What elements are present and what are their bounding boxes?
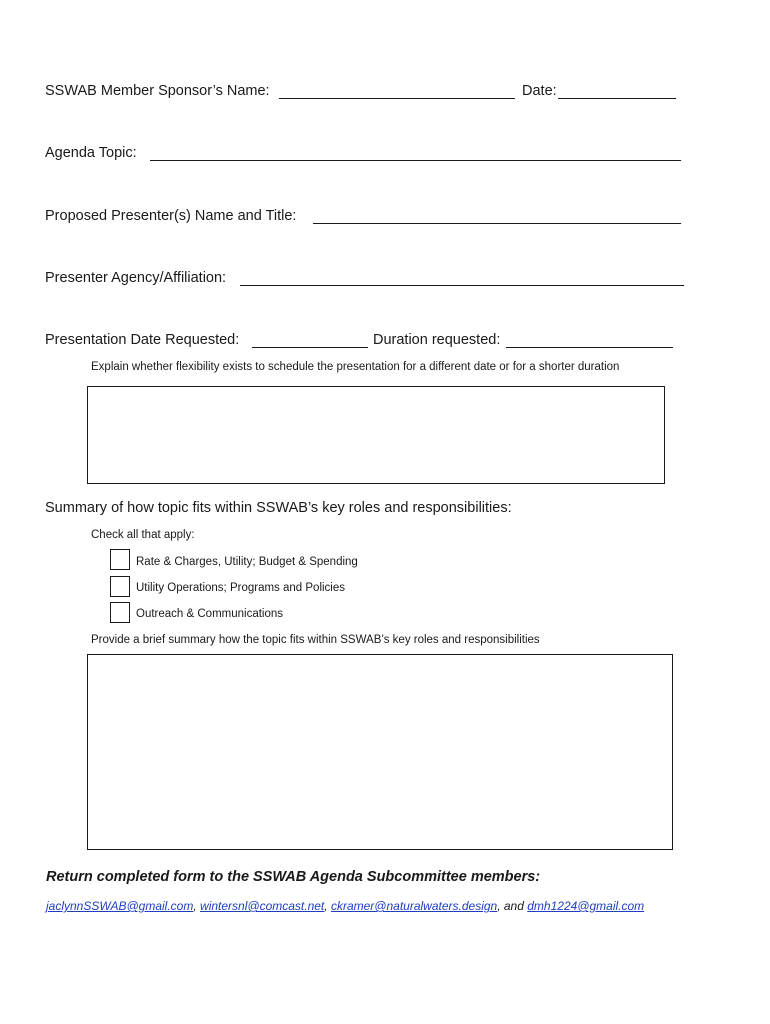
- agency-field[interactable]: [240, 285, 684, 286]
- presenter-label: Proposed Presenter(s) Name and Title:: [45, 208, 297, 224]
- agency-label: Presenter Agency/Affiliation:: [45, 270, 227, 286]
- email-link-ckramer[interactable]: ckramer@naturalwaters.design: [330, 899, 498, 913]
- checkbox-outreach-label: Outreach & Communications: [136, 608, 284, 620]
- checkbox-outreach[interactable]: [110, 602, 130, 623]
- sponsor-name-label: SSWAB Member Sponsor’s Name:: [45, 83, 270, 99]
- summary-textbox[interactable]: [87, 654, 673, 850]
- presentation-date-label: Presentation Date Requested:: [45, 332, 240, 348]
- duration-label: Duration requested:: [373, 332, 501, 348]
- check-all-label: Check all that apply:: [91, 529, 195, 541]
- presenter-field[interactable]: [313, 223, 681, 224]
- email-separator: ,: [193, 899, 197, 913]
- email-separator: ,: [324, 899, 328, 913]
- email-link-jaclynn[interactable]: jaclynnSSWAB@gmail.com: [46, 899, 194, 913]
- flexibility-instruction: Explain whether flexibility exists to schedule the presentation for a different date or for a shorter duration: [91, 361, 620, 373]
- email-list: [46, 899, 644, 913]
- presentation-date-field[interactable]: [252, 347, 368, 348]
- email-link-winters[interactable]: wintersnl@comcast.net: [200, 899, 325, 913]
- agenda-topic-label: Agenda Topic:: [45, 145, 137, 161]
- duration-field[interactable]: [506, 347, 673, 348]
- checkbox-rates-budget-label: Rate & Charges, Utility; Budget & Spending: [136, 556, 358, 568]
- sponsor-name-field[interactable]: [279, 98, 515, 99]
- flexibility-textbox[interactable]: [87, 386, 665, 484]
- date-field[interactable]: [558, 98, 676, 99]
- email-link-dmh[interactable]: dmh1224@gmail.com: [527, 899, 645, 913]
- checkbox-rates-budget[interactable]: [110, 549, 130, 570]
- checkbox-utility-operations[interactable]: [110, 576, 130, 597]
- summary-heading: Summary of how topic fits within SSWAB’s key roles and responsibilities:: [45, 500, 512, 516]
- return-instruction: Return completed form to the SSWAB Agenda Subcommittee members:: [46, 869, 541, 885]
- checkbox-utility-operations-label: Utility Operations; Programs and Policies: [136, 582, 345, 594]
- date-label: Date:: [522, 83, 557, 99]
- summary-instruction: Provide a brief summary how the topic fits within SSWAB’s key roles and responsibilities: [91, 634, 540, 646]
- email-and-text: , and: [497, 899, 524, 913]
- agenda-topic-field[interactable]: [150, 160, 681, 161]
